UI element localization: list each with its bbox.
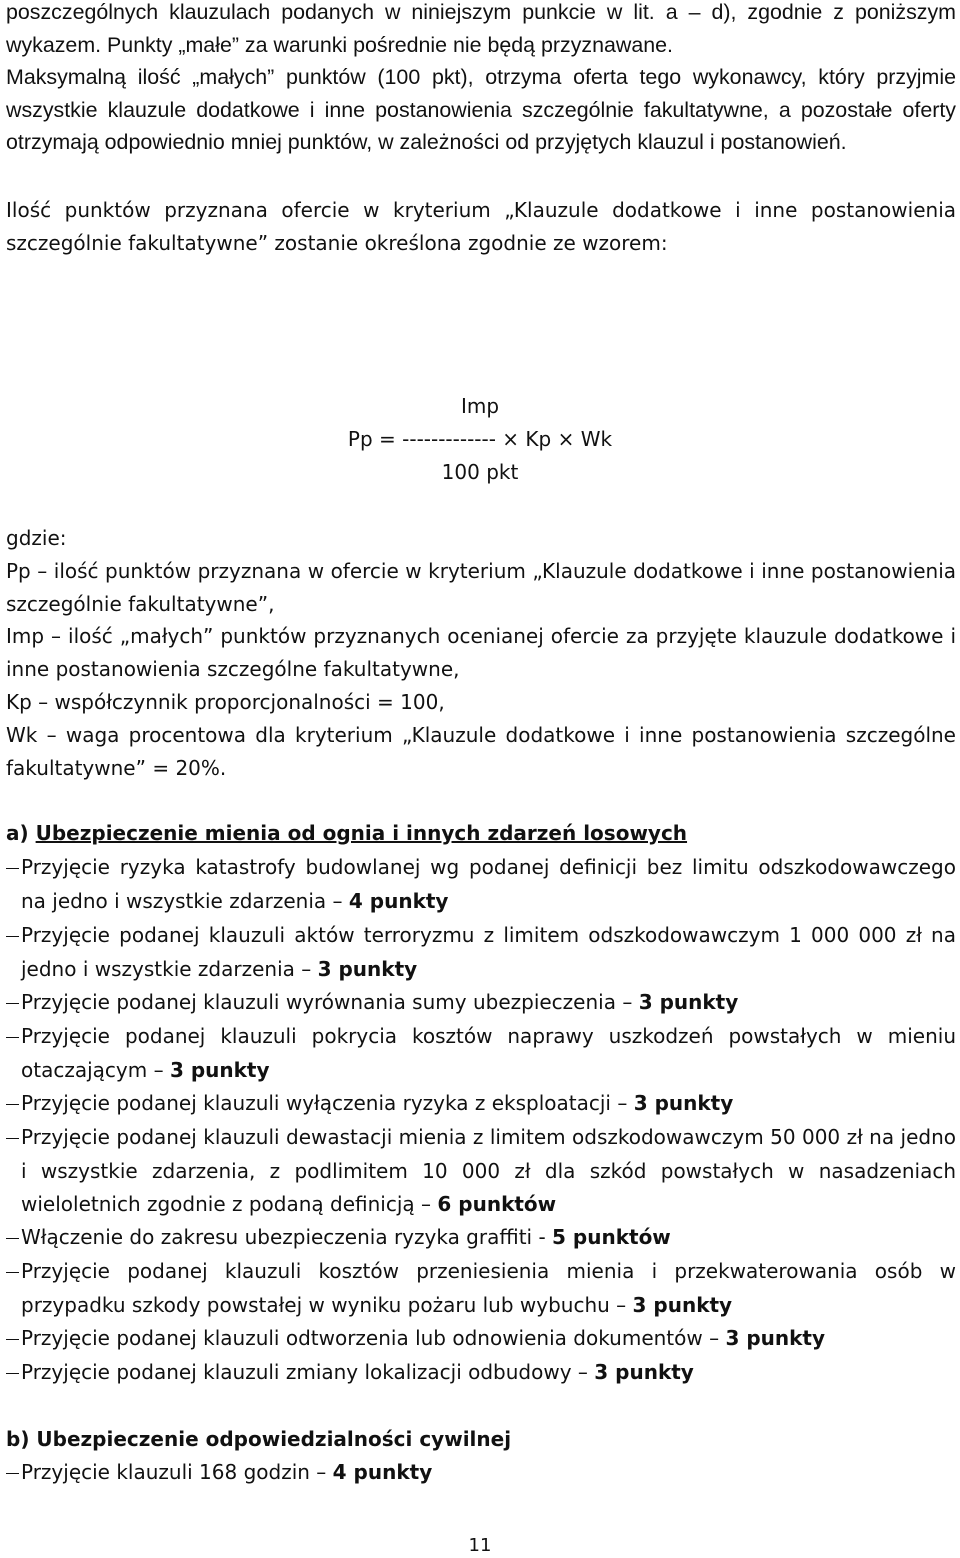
list-item	[6, 1322, 956, 1356]
section-a-title: Ubezpieczenie mienia od ognia i innych zdarzeń losowych	[35, 821, 688, 845]
item-points: 3 punkty	[725, 1326, 826, 1350]
item-points: 3 punkty	[638, 990, 739, 1014]
item-text: Przyjęcie podanej klauzuli wyłączenia ryzyka z eksploatacji –	[21, 1091, 634, 1115]
definition-wk: Wk – waga procentowa dla kryterium „Klauzule dodatkowe i inne postanowienia szczególne fakultatywne” = 20%.	[6, 723, 956, 780]
item-text: Przyjęcie klauzuli 168 godzin –	[21, 1460, 333, 1484]
intro-paragraph-2: Maksymalną ilość „małych” punktów (100 pkt), otrzyma oferta tego wykonawcy, który przyjmie wszystkie klauzule dodatkowe i inne postanowienia szczególnie fakultatywne, a pozostałe oferty otrzymają odpowiednio mniej punktów, w zależności od przyjętych klauzul i postanowień.	[6, 65, 956, 155]
item-points: 3 punkty	[633, 1091, 734, 1115]
definition-imp: Imp – ilość „małych” punktów przyznanych ocenianej ofercie za przyjęte klauzule dodatkowe i inne postanowienia szczególne fakultatywne,	[6, 624, 956, 681]
list-item	[6, 1221, 956, 1255]
item-points: 3 punkty	[632, 1292, 733, 1317]
item-points: 6 punktów	[437, 1192, 557, 1217]
list-item	[6, 1087, 956, 1121]
definition-pp: Pp – ilość punktów przyznana w ofercie w kryterium „Klauzule dodatkowe i inne postanowienia szczególnie fakultatywne”,	[6, 559, 956, 616]
section-a-prefix: a)	[6, 821, 36, 845]
item-text: Przyjęcie podanej klauzuli pokrycia kosztów naprawy uszkodzeń powstałych w mieniu otaczającym –	[21, 1024, 956, 1082]
list-item	[6, 1121, 956, 1222]
list-item	[6, 851, 956, 918]
formula-denominator: 100 pkt	[441, 460, 519, 484]
list-item	[6, 1255, 956, 1322]
page-number: 11	[468, 1535, 492, 1556]
formula-line: Pp = ------------- × Kp × Wk	[347, 427, 613, 451]
formula-numerator: Imp	[460, 394, 500, 418]
section-b-heading: b) Ubezpieczenie odpowiedzialności cywilnej	[6, 1427, 512, 1451]
item-text: Przyjęcie podanej klauzuli dewastacji mienia z limitem odszkodowawczym 50 000 zł na jedno i wszystkie zdarzenia, z podlimitem 10 000 zł dla szkód powstałych w nasadzeniach wieloletnich zgodnie z podaną definicją –	[21, 1125, 956, 1217]
item-points: 3 punkty	[317, 956, 418, 981]
item-points: 4 punkty	[348, 888, 449, 913]
item-points: 5 punktów	[552, 1225, 671, 1249]
item-points: 3 punkty	[169, 1057, 270, 1082]
definition-kp: Kp – współczynnik proporcjonalności = 100,	[6, 690, 445, 714]
list-item	[6, 1020, 956, 1087]
list-item	[6, 1356, 956, 1390]
list-item	[6, 1456, 956, 1490]
item-text: Przyjęcie podanej klauzuli wyrównania sumy ubezpieczenia –	[21, 990, 639, 1014]
item-points: 4 punkty	[332, 1460, 433, 1484]
item-text: Przyjęcie podanej klauzuli kosztów przeniesienia mienia i przekwaterowania osób w przypadku szkody powstałej w wyniku pożaru lub wybuchu –	[21, 1259, 956, 1317]
definitions-label: gdzie:	[6, 526, 67, 550]
intro-paragraph-3: Ilość punktów przyznana ofercie w kryterium „Klauzule dodatkowe i inne postanowienia szczególnie fakultatywne” zostanie określona zgodnie ze wzorem:	[6, 198, 956, 255]
item-text: Przyjęcie podanej klauzuli odtworzenia lub odnowienia dokumentów –	[21, 1326, 726, 1350]
list-item	[6, 919, 956, 986]
item-text: Przyjęcie podanej klauzuli zmiany lokalizacji odbudowy –	[21, 1360, 595, 1384]
item-text: Przyjęcie ryzyka katastrofy budowlanej wg podanej definicji bez limitu odszkodowawczego na jedno i wszystkie zdarzenia –	[21, 855, 956, 913]
item-points: 3 punkty	[594, 1360, 694, 1384]
intro-paragraph-1: poszczególnych klauzulach podanych w niniejszym punkcie w lit. a – d), zgodnie z poniższym wykazem. Punkty „małe” za warunki pośrednie nie będą przyznawane.	[6, 0, 956, 57]
item-text: Przyjęcie podanej klauzuli aktów terroryzmu z limitem odszkodowawczym 1 000 000 zł na jedno i wszystkie zdarzenia –	[21, 923, 956, 981]
section-a-heading	[6, 817, 687, 849]
item-text: Włączenie do zakresu ubezpieczenia ryzyka graffiti -	[21, 1225, 553, 1249]
list-item	[6, 986, 956, 1020]
